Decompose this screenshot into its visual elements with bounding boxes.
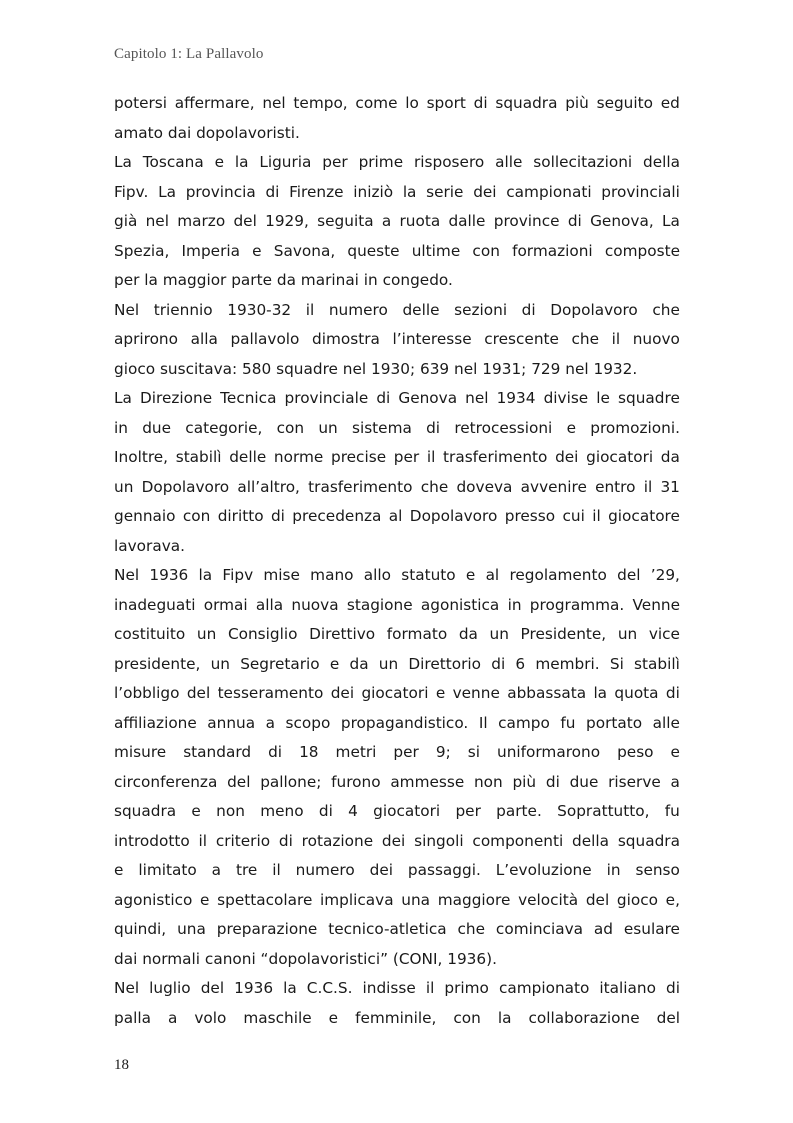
text-line: per la maggior parte da marinai in congedo. bbox=[114, 271, 453, 289]
text-line: l’obbligo del tesseramento dei giocatori e venne abbassata la quota di bbox=[114, 684, 680, 702]
text-line: introdotto il criterio di rotazione dei singoli componenti della squadra bbox=[114, 831, 680, 850]
text-line: Nel luglio del 1936 la C.C.S. indisse il primo campionato italiano di bbox=[114, 979, 680, 997]
text-line: costituito un Consiglio Direttivo formato da un Presidente, un vice bbox=[114, 625, 680, 643]
text-line: potersi affermare, nel tempo, come lo sport di squadra più seguito ed bbox=[114, 94, 680, 112]
running-header: Capitolo 1: La Pallavolo bbox=[114, 46, 264, 62]
text-line: quindi, una preparazione tecnico-atletica che cominciava ad esulare bbox=[114, 920, 680, 938]
text-line: Fipv. La provincia di Firenze iniziò la serie dei campionati provinciali bbox=[114, 182, 680, 201]
text-line: gennaio con diritto di precedenza al Dopolavoro presso cui il giocatore bbox=[114, 507, 680, 525]
text-line: Inoltre, stabilì delle norme precise per il trasferimento dei giocatori da bbox=[114, 448, 680, 466]
text-line: squadra e non meno di 4 giocatori per parte. Soprattutto, fu bbox=[114, 802, 680, 820]
text-line: presidente, un Segretario e da un Direttorio di 6 membri. Si stabilì bbox=[114, 654, 680, 673]
text-line: Spezia, Imperia e Savona, queste ultime con formazioni composte bbox=[114, 241, 680, 260]
text-line: già nel marzo del 1929, seguita a ruota dalle province di Genova, La bbox=[114, 212, 680, 230]
text-line: in due categorie, con un sistema di retrocessioni e promozioni. bbox=[114, 418, 680, 437]
text-line: affiliazione annua a scopo propagandistico. Il campo fu portato alle bbox=[114, 713, 680, 732]
text-line: La Toscana e la Liguria per prime risposero alle sollecitazioni della bbox=[114, 153, 680, 171]
text-line: circonferenza del pallone; furono ammesse non più di due riserve a bbox=[114, 772, 680, 791]
text-line: un Dopolavoro all’altro, trasferimento che doveva avvenire entro il 31 bbox=[114, 477, 680, 496]
text-line: inadeguati ormai alla nuova stagione agonistica in programma. Venne bbox=[114, 595, 680, 614]
body-text bbox=[114, 89, 680, 1033]
text-line: dai normali canoni “dopolavoristici” (CONI, 1936). bbox=[114, 949, 497, 968]
text-line: aprirono alla pallavolo dimostra l’interesse crescente che il nuovo bbox=[114, 330, 680, 348]
text-line: e limitato a tre il numero dei passaggi. L’evoluzione in senso bbox=[114, 861, 680, 879]
text-line: Nel triennio 1930-32 il numero delle sezioni di Dopolavoro che bbox=[114, 300, 680, 319]
text-line: misure standard di 18 metri per 9; si uniformarono peso e bbox=[114, 743, 680, 761]
text-line: agonistico e spettacolare implicava una maggiore velocità del gioco e, bbox=[114, 890, 680, 909]
text-line: gioco suscitava: 580 squadre nel 1930; 639 nel 1931; 729 nel 1932. bbox=[114, 359, 638, 378]
text-line: palla a volo maschile e femminile, con la collaborazione del bbox=[114, 1008, 680, 1027]
text-line: amato dai dopolavoristi. bbox=[114, 123, 300, 142]
text-line: lavorava. bbox=[114, 536, 185, 555]
text-line: Nel 1936 la Fipv mise mano allo statuto e al regolamento del ’29, bbox=[114, 566, 680, 584]
text-line: La Direzione Tecnica provinciale di Genova nel 1934 divise le squadre bbox=[114, 389, 680, 407]
page-number: 18 bbox=[114, 1057, 129, 1073]
